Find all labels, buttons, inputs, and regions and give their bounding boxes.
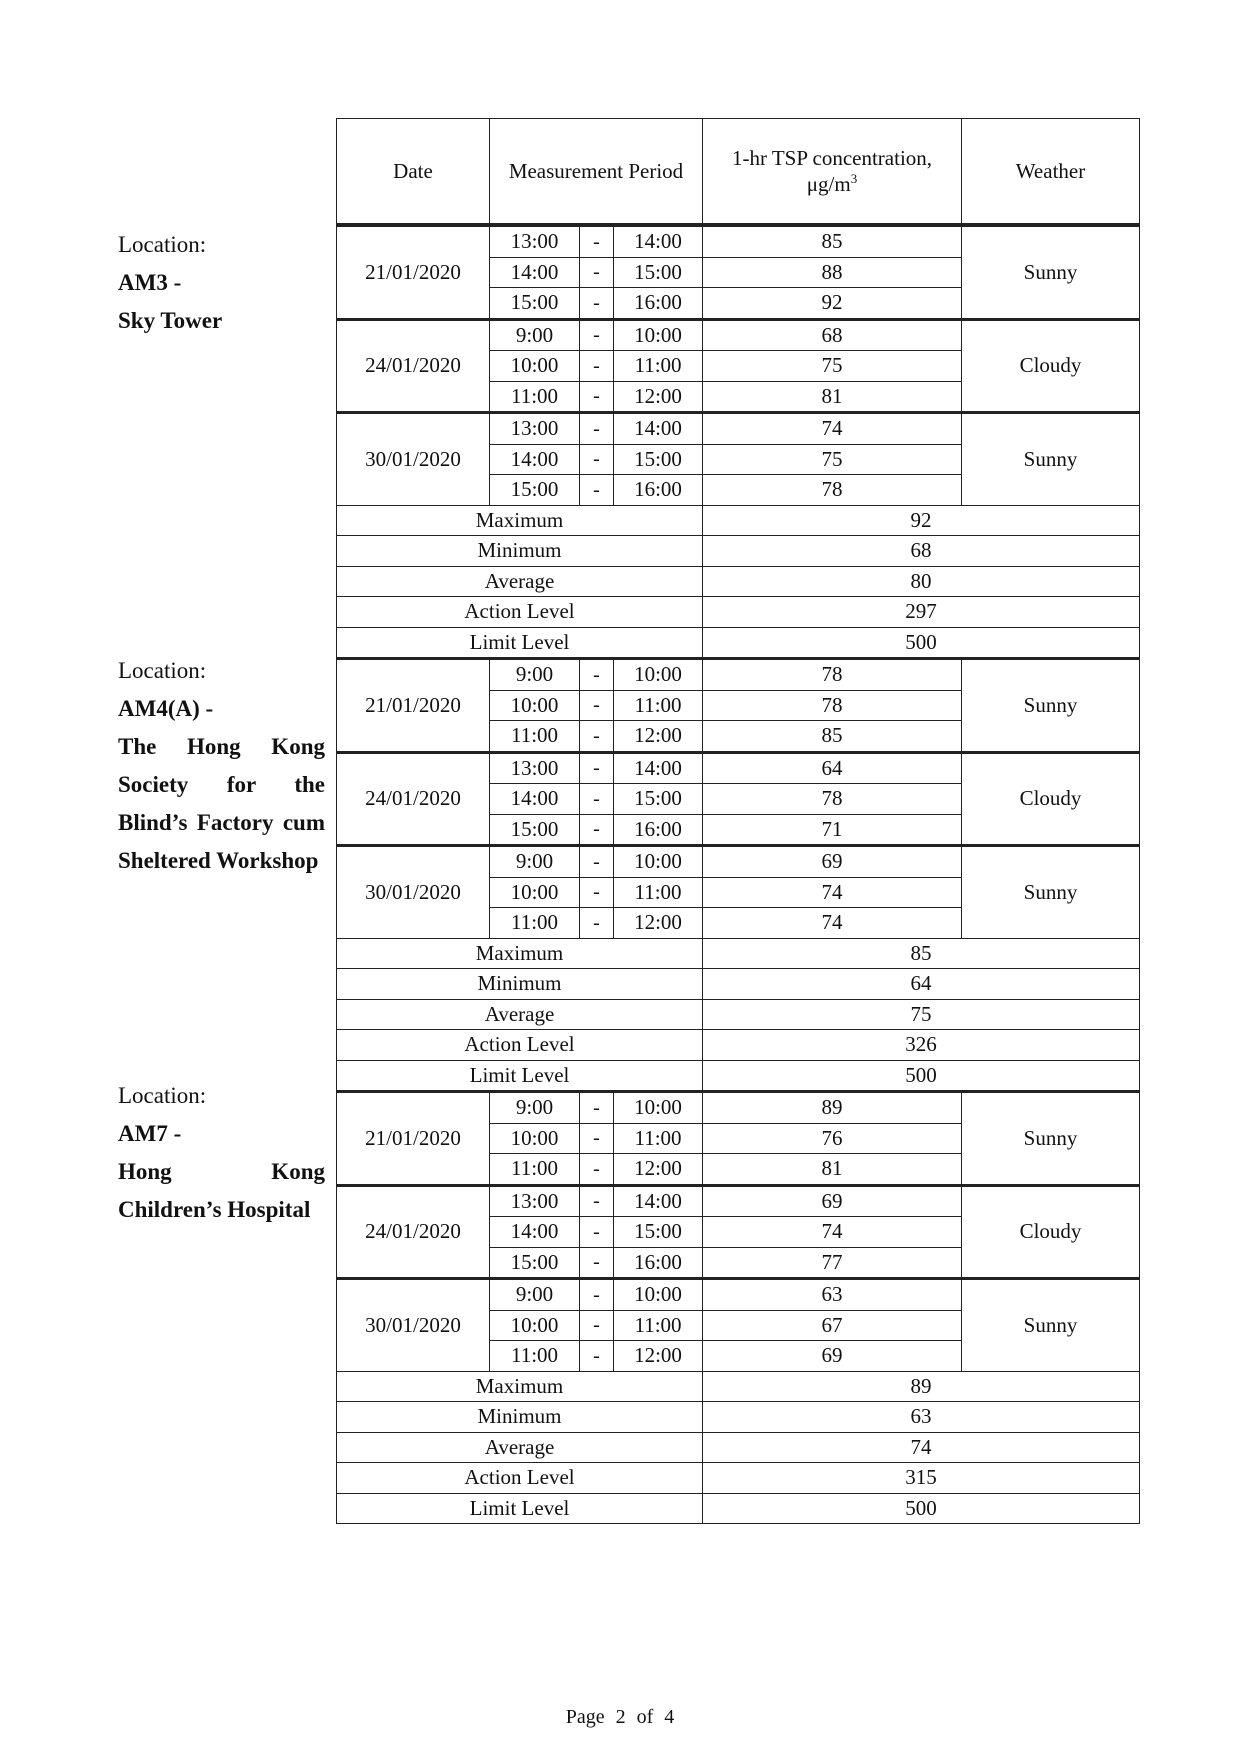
period-end-cell: 15:00	[614, 257, 703, 288]
weather-cell: Sunny	[962, 1092, 1140, 1186]
period-end-cell: 10:00	[614, 1092, 703, 1124]
summary-row	[337, 1432, 1140, 1463]
summary-value-cell: 68	[703, 536, 1140, 567]
weather-cell: Cloudy	[962, 1185, 1140, 1279]
date-cell: 21/01/2020	[337, 225, 490, 319]
summary-row	[337, 1030, 1140, 1061]
weather-cell: Sunny	[962, 225, 1140, 319]
summary-label-cell: Limit Level	[337, 1060, 703, 1092]
header-tsp-concentration	[703, 119, 962, 226]
tsp-value-cell: 68	[703, 319, 962, 351]
header-measurement-period: Measurement Period	[490, 119, 703, 226]
location-label: Location:	[118, 232, 207, 257]
period-separator: -	[580, 690, 614, 721]
summary-value-cell: 500	[703, 1493, 1140, 1524]
period-end-cell: 10:00	[614, 319, 703, 351]
period-separator: -	[580, 381, 614, 413]
tsp-value-cell: 74	[703, 413, 962, 445]
summary-row	[337, 505, 1140, 536]
summary-label-cell: Limit Level	[337, 1493, 703, 1524]
period-end-cell: 16:00	[614, 288, 703, 320]
summary-label-cell: Average	[337, 999, 703, 1030]
location-name: Hong Kong Children’s Hospital	[118, 1159, 325, 1222]
period-start-cell: 9:00	[490, 846, 580, 878]
period-separator: -	[580, 1310, 614, 1341]
period-separator: -	[580, 225, 614, 257]
summary-value-cell: 63	[703, 1402, 1140, 1433]
period-separator: -	[580, 1217, 614, 1248]
summary-value-cell: 315	[703, 1463, 1140, 1494]
tsp-value-cell: 78	[703, 659, 962, 691]
period-separator: -	[580, 319, 614, 351]
summary-value-cell: 500	[703, 1060, 1140, 1092]
period-end-cell: 11:00	[614, 877, 703, 908]
period-start-cell: 9:00	[490, 319, 580, 351]
summary-row	[337, 1463, 1140, 1494]
header-date: Date	[337, 119, 490, 226]
tsp-value-cell: 67	[703, 1310, 962, 1341]
period-separator: -	[580, 877, 614, 908]
period-start-cell: 14:00	[490, 257, 580, 288]
tsp-value-cell: 69	[703, 1185, 962, 1217]
period-separator: -	[580, 752, 614, 784]
weather-cell: Sunny	[962, 659, 1140, 753]
table-header-row	[337, 119, 1140, 226]
period-end-cell: 12:00	[614, 1154, 703, 1186]
period-start-cell: 13:00	[490, 1185, 580, 1217]
period-start-cell: 9:00	[490, 659, 580, 691]
tsp-value-cell: 74	[703, 1217, 962, 1248]
period-start-cell: 9:00	[490, 1279, 580, 1311]
period-separator: -	[580, 721, 614, 753]
period-separator: -	[580, 1092, 614, 1124]
period-end-cell: 11:00	[614, 690, 703, 721]
summary-row	[337, 1371, 1140, 1402]
tsp-value-cell: 85	[703, 721, 962, 753]
summary-row	[337, 999, 1140, 1030]
summary-label-cell: Maximum	[337, 505, 703, 536]
tsp-value-cell: 78	[703, 690, 962, 721]
period-separator: -	[580, 1279, 614, 1311]
tsp-value-cell: 92	[703, 288, 962, 320]
period-end-cell: 10:00	[614, 1279, 703, 1311]
tsp-value-cell: 75	[703, 444, 962, 475]
period-end-cell: 14:00	[614, 225, 703, 257]
summary-value-cell: 326	[703, 1030, 1140, 1061]
table-row	[337, 413, 1140, 445]
table-row	[337, 1279, 1140, 1311]
tsp-value-cell: 69	[703, 1341, 962, 1372]
tsp-value-cell: 64	[703, 752, 962, 784]
period-separator: -	[580, 1341, 614, 1372]
location-code: AM7 -	[118, 1121, 182, 1146]
tsp-value-cell: 75	[703, 351, 962, 382]
location-code: AM4(A) -	[118, 696, 214, 721]
location-label-block	[118, 1077, 325, 1229]
period-start-cell: 9:00	[490, 1092, 580, 1124]
tsp-value-cell: 74	[703, 877, 962, 908]
date-cell: 24/01/2020	[337, 1185, 490, 1279]
date-cell: 21/01/2020	[337, 659, 490, 753]
weather-cell: Sunny	[962, 1279, 1140, 1372]
summary-row	[337, 566, 1140, 597]
date-cell: 21/01/2020	[337, 1092, 490, 1186]
tsp-value-cell: 69	[703, 846, 962, 878]
location-label-block	[118, 226, 325, 340]
period-end-cell: 12:00	[614, 908, 703, 939]
summary-value-cell: 74	[703, 1432, 1140, 1463]
location-name: The Hong Kong Society for the Blind’s Factory cum Sheltered Workshop	[118, 734, 325, 873]
summary-value-cell: 75	[703, 999, 1140, 1030]
date-cell: 30/01/2020	[337, 846, 490, 939]
location-label: Location:	[118, 1083, 207, 1108]
tsp-value-cell: 77	[703, 1247, 962, 1279]
header-weather: Weather	[962, 119, 1140, 226]
date-cell: 30/01/2020	[337, 1279, 490, 1372]
period-start-cell: 11:00	[490, 721, 580, 753]
date-cell: 24/01/2020	[337, 752, 490, 846]
period-separator: -	[580, 1247, 614, 1279]
period-separator: -	[580, 1185, 614, 1217]
period-separator: -	[580, 814, 614, 846]
location-code: AM3 -	[118, 270, 182, 295]
period-end-cell: 10:00	[614, 846, 703, 878]
summary-row	[337, 1402, 1140, 1433]
location-name: Sky Tower	[118, 308, 223, 333]
summary-value-cell: 89	[703, 1371, 1140, 1402]
page-number: Page 2 of 4	[565, 1706, 675, 1728]
tsp-value-cell: 85	[703, 225, 962, 257]
table-row	[337, 225, 1140, 257]
period-start-cell: 14:00	[490, 444, 580, 475]
tsp-value-cell: 63	[703, 1279, 962, 1311]
period-start-cell: 13:00	[490, 752, 580, 784]
tsp-value-cell: 81	[703, 381, 962, 413]
weather-cell: Sunny	[962, 413, 1140, 506]
summary-row	[337, 938, 1140, 969]
period-end-cell: 16:00	[614, 475, 703, 506]
table-row	[337, 1185, 1140, 1217]
period-start-cell: 10:00	[490, 1123, 580, 1154]
period-end-cell: 12:00	[614, 381, 703, 413]
period-end-cell: 14:00	[614, 413, 703, 445]
summary-value-cell: 500	[703, 627, 1140, 659]
summary-value-cell: 80	[703, 566, 1140, 597]
summary-label-cell: Average	[337, 1432, 703, 1463]
table-row	[337, 319, 1140, 351]
period-separator: -	[580, 659, 614, 691]
period-end-cell: 15:00	[614, 1217, 703, 1248]
period-end-cell: 11:00	[614, 1123, 703, 1154]
period-start-cell: 10:00	[490, 351, 580, 382]
summary-label-cell: Minimum	[337, 969, 703, 1000]
period-separator: -	[580, 475, 614, 506]
summary-value-cell: 297	[703, 597, 1140, 628]
period-separator: -	[580, 351, 614, 382]
period-separator: -	[580, 413, 614, 445]
summary-label-cell: Action Level	[337, 1030, 703, 1061]
summary-value-cell: 64	[703, 969, 1140, 1000]
summary-row	[337, 1060, 1140, 1092]
period-start-cell: 11:00	[490, 1341, 580, 1372]
period-separator: -	[580, 846, 614, 878]
period-start-cell: 11:00	[490, 1154, 580, 1186]
period-start-cell: 10:00	[490, 877, 580, 908]
period-start-cell: 13:00	[490, 413, 580, 445]
period-separator: -	[580, 1154, 614, 1186]
date-cell: 24/01/2020	[337, 319, 490, 413]
tsp-value-cell: 78	[703, 784, 962, 815]
weather-cell: Sunny	[962, 846, 1140, 939]
summary-row	[337, 536, 1140, 567]
period-start-cell: 11:00	[490, 908, 580, 939]
table-row	[337, 1092, 1140, 1124]
period-end-cell: 11:00	[614, 1310, 703, 1341]
summary-label-cell: Limit Level	[337, 627, 703, 659]
summary-row	[337, 627, 1140, 659]
period-start-cell: 14:00	[490, 1217, 580, 1248]
period-start-cell: 10:00	[490, 690, 580, 721]
period-end-cell: 15:00	[614, 444, 703, 475]
location-label-block	[118, 652, 325, 880]
tsp-value-cell: 78	[703, 475, 962, 506]
period-start-cell: 15:00	[490, 475, 580, 506]
period-start-cell: 14:00	[490, 784, 580, 815]
period-end-cell: 14:00	[614, 752, 703, 784]
period-start-cell: 15:00	[490, 814, 580, 846]
period-separator: -	[580, 784, 614, 815]
summary-label-cell: Maximum	[337, 1371, 703, 1402]
period-separator: -	[580, 1123, 614, 1154]
summary-row	[337, 597, 1140, 628]
period-end-cell: 10:00	[614, 659, 703, 691]
period-start-cell: 10:00	[490, 1310, 580, 1341]
table-row	[337, 752, 1140, 784]
summary-label-cell: Action Level	[337, 597, 703, 628]
location-label: Location:	[118, 658, 207, 683]
table-row	[337, 659, 1140, 691]
period-end-cell: 12:00	[614, 1341, 703, 1372]
summary-row	[337, 1493, 1140, 1524]
tsp-value-cell: 76	[703, 1123, 962, 1154]
period-start-cell: 11:00	[490, 381, 580, 413]
table-row	[337, 846, 1140, 878]
period-end-cell: 14:00	[614, 1185, 703, 1217]
tsp-value-cell: 81	[703, 1154, 962, 1186]
period-end-cell: 12:00	[614, 721, 703, 753]
period-start-cell: 15:00	[490, 1247, 580, 1279]
summary-label-cell: Action Level	[337, 1463, 703, 1494]
weather-cell: Cloudy	[962, 752, 1140, 846]
summary-label-cell: Minimum	[337, 1402, 703, 1433]
weather-cell: Cloudy	[962, 319, 1140, 413]
period-start-cell: 13:00	[490, 225, 580, 257]
tsp-value-cell: 89	[703, 1092, 962, 1124]
tsp-results-table	[336, 118, 1140, 1524]
date-cell: 30/01/2020	[337, 413, 490, 506]
tsp-value-cell: 71	[703, 814, 962, 846]
period-start-cell: 15:00	[490, 288, 580, 320]
summary-label-cell: Average	[337, 566, 703, 597]
summary-label-cell: Maximum	[337, 938, 703, 969]
header-tsp-line1: 1-hr TSP concentration,	[731, 145, 933, 170]
header-tsp-unit-exponent: 3	[850, 171, 858, 186]
period-end-cell: 16:00	[614, 814, 703, 846]
period-end-cell: 11:00	[614, 351, 703, 382]
period-separator: -	[580, 257, 614, 288]
summary-value-cell: 92	[703, 505, 1140, 536]
summary-value-cell: 85	[703, 938, 1140, 969]
period-end-cell: 15:00	[614, 784, 703, 815]
period-separator: -	[580, 288, 614, 320]
period-separator: -	[580, 908, 614, 939]
tsp-value-cell: 74	[703, 908, 962, 939]
period-end-cell: 16:00	[614, 1247, 703, 1279]
summary-label-cell: Minimum	[337, 536, 703, 567]
period-separator: -	[580, 444, 614, 475]
summary-row	[337, 969, 1140, 1000]
header-tsp-unit: μg/m	[806, 172, 851, 196]
tsp-value-cell: 88	[703, 257, 962, 288]
